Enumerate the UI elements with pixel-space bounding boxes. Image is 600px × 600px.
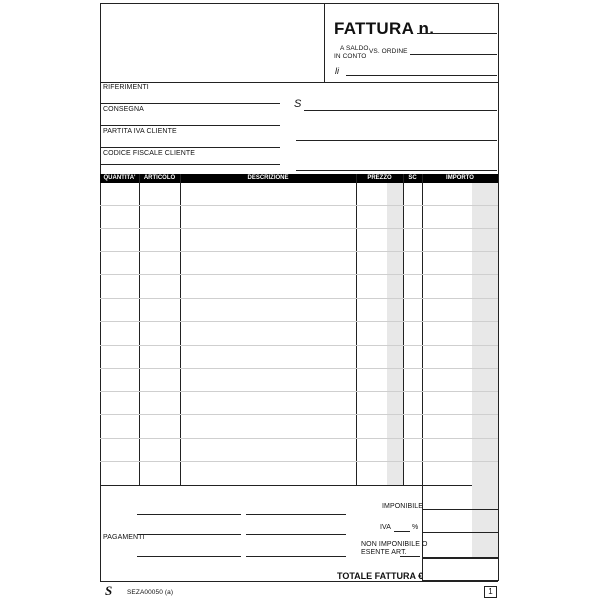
consegna-line (100, 125, 280, 126)
imponibile-line (422, 509, 498, 510)
iva-line (422, 532, 498, 533)
table-row (100, 368, 498, 369)
codice-fiscale-line (100, 164, 280, 165)
table-row (100, 205, 498, 206)
esente-art-label: ESENTE ART. (361, 549, 407, 556)
col-articolo: ARTICOLO (143, 175, 176, 181)
iva-rate-line (394, 531, 410, 532)
pagamenti-line-1 (137, 514, 241, 515)
left-border (100, 3, 101, 581)
table-row (100, 345, 498, 346)
table-row (100, 438, 498, 439)
table-row (100, 461, 498, 462)
totale-top-line (422, 557, 498, 559)
li-label: li (335, 66, 339, 76)
header-bottom-line (100, 82, 498, 83)
table-bottom-line (100, 485, 498, 486)
table-row (100, 251, 498, 252)
esente-art-line (400, 556, 420, 557)
imponibile-label: IMPONIBILE (382, 503, 424, 510)
right-border (498, 3, 499, 581)
riferimenti-line (100, 103, 280, 104)
signor-mark: S (294, 98, 302, 110)
top-border (100, 3, 498, 4)
riferimenti-label: RIFERIMENTI (103, 84, 149, 91)
table-row (100, 274, 498, 275)
non-imponibile-label: NON IMPONIBILE O (361, 541, 428, 548)
table-row (100, 391, 498, 392)
partita-iva-line (100, 147, 280, 148)
pagamenti-line-4 (246, 534, 346, 535)
address-line-3 (296, 170, 497, 171)
pagamenti-line-5 (137, 556, 241, 557)
pagamenti-line-6 (246, 556, 346, 557)
pagamenti-label: PAGAMENTI (103, 534, 145, 541)
partita-iva-label: PARTITA IVA CLIENTE (103, 128, 177, 135)
pagamenti-line-2 (246, 514, 346, 515)
col-prezzo: PREZZO (367, 175, 392, 181)
col-sc: SC (408, 175, 417, 181)
col-importo: IMPORTO (446, 175, 474, 181)
col-descrizione: DESCRIZIONE (247, 175, 289, 181)
page-number: 1 (484, 586, 497, 598)
in-conto-label: IN CONTO (334, 53, 367, 60)
address-line-2 (296, 140, 497, 141)
codice-fiscale-label: CODICE FISCALE CLIENTE (103, 150, 196, 157)
iva-label: IVA (380, 524, 392, 531)
form-code: SEZA00050 (a) (127, 589, 174, 596)
vs-ordine-line (410, 54, 497, 55)
pagamenti-line-3 (137, 534, 241, 535)
totals-divider (422, 485, 423, 581)
invoice-number-line (417, 33, 497, 34)
table-row (100, 321, 498, 322)
table-row (100, 414, 498, 415)
vs-ordine-label: VS. ORDINE (369, 48, 408, 55)
bottom-border (100, 581, 498, 582)
table-row (100, 298, 498, 299)
address-line-1 (304, 110, 497, 111)
col-quantita: QUANTITA' (103, 175, 136, 181)
consegna-label: CONSEGNA (103, 106, 144, 113)
table-row (100, 228, 498, 229)
iva-percent: % (412, 524, 419, 531)
publisher-logo: S (105, 583, 113, 598)
totale-fattura-label: TOTALE FATTURA € (337, 571, 424, 581)
li-line (346, 75, 497, 76)
header-divider (324, 3, 325, 82)
invoice-title: FATTURA n. (334, 19, 435, 38)
totals-shade (472, 485, 498, 557)
a-saldo-label: A SALDO (340, 45, 369, 52)
